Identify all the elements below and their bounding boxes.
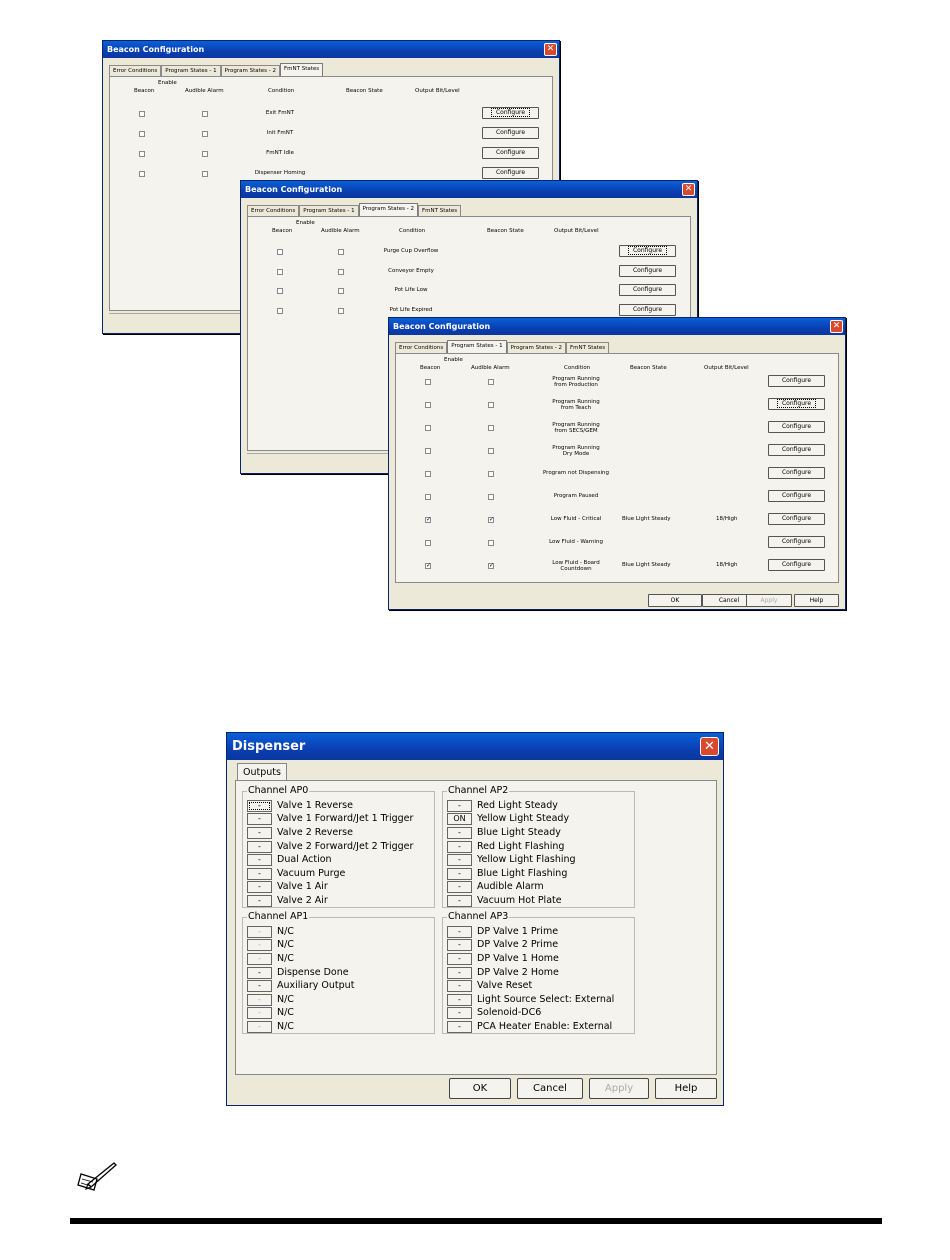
beacon-title: Beacon Configuration <box>107 45 205 54</box>
audible-alarm-checkbox[interactable] <box>338 249 344 255</box>
condition-label: Program Running from SECS/GEM <box>552 422 600 434</box>
output-row <box>247 1020 294 1034</box>
tab-error-conditions[interactable]: Error Conditions <box>395 342 447 353</box>
configure-button[interactable] <box>482 167 539 179</box>
group-title: Channel AP3 <box>448 911 509 922</box>
output-label: N/C <box>277 1007 294 1019</box>
output-row <box>247 881 328 895</box>
output-label: Valve 1 Air <box>277 881 328 893</box>
condition-label: Exit FmNT <box>265 110 295 116</box>
configure-button-label: Configure <box>629 247 666 254</box>
output-row <box>447 939 558 953</box>
beacon-state-value: Blue Light Steady <box>622 516 671 522</box>
beacon-checkbox[interactable] <box>139 111 145 117</box>
beacon-titlebar <box>241 181 697 198</box>
audible-alarm-checkbox[interactable] <box>488 379 494 385</box>
configure-button[interactable] <box>482 147 539 159</box>
configure-button[interactable] <box>768 421 825 433</box>
output-row <box>447 1007 541 1021</box>
output-row <box>447 867 567 881</box>
output-row <box>247 799 353 813</box>
output-toggle-button[interactable]: - <box>247 881 272 893</box>
audible-alarm-checkbox[interactable] <box>202 111 208 117</box>
configure-button[interactable] <box>482 107 539 119</box>
output-label: DP Valve 1 Prime <box>477 925 559 937</box>
output-label: Dispense Done <box>277 966 349 978</box>
audible-alarm-checkbox[interactable] <box>202 151 208 157</box>
header-condition: Condition <box>564 365 591 371</box>
tab-fmnt-states[interactable]: FmNT States <box>280 63 323 76</box>
condition-label: Program Running Dry Mode <box>552 445 600 457</box>
condition-label: Purge Cup Overflow <box>383 248 439 254</box>
output-toggle-button[interactable]: - <box>447 994 472 1006</box>
output-row <box>447 894 562 908</box>
output-row <box>447 925 558 939</box>
output-label: DP Valve 2 Home <box>477 966 559 978</box>
output-row <box>447 966 559 980</box>
header-audible-alarm: Audible Alarm <box>185 88 224 94</box>
output-toggle-button: - <box>247 994 272 1006</box>
configure-button-label: Configure <box>495 169 526 176</box>
output-label: Red Light Flashing <box>477 840 565 852</box>
group-channel-ap3 <box>442 911 635 1034</box>
configure-button[interactable] <box>619 284 676 296</box>
tab-program-states-1[interactable]: Program States - 1 <box>299 205 358 216</box>
close-icon[interactable]: ✕ <box>830 320 843 333</box>
output-row <box>447 826 561 840</box>
configure-button[interactable] <box>482 127 539 139</box>
output-label: Valve 1 Reverse <box>277 799 353 811</box>
beacon-title: Beacon Configuration <box>393 322 491 331</box>
condition-label: Program Paused <box>553 493 599 499</box>
output-toggle-button[interactable]: - <box>247 895 272 907</box>
audible-alarm-checkbox[interactable] <box>338 308 344 314</box>
beacon-checkbox[interactable] <box>425 425 431 431</box>
output-toggle-button[interactable]: - <box>447 881 472 893</box>
configure-button-label: Configure <box>781 469 812 476</box>
page-rule <box>70 1218 882 1224</box>
beacon-checkbox[interactable] <box>277 269 283 275</box>
output-label: N/C <box>277 993 294 1005</box>
tab-fmnt-states[interactable]: FmNT States <box>566 342 609 353</box>
beacon-checkbox[interactable] <box>425 471 431 477</box>
configure-button[interactable] <box>768 444 825 456</box>
header-output-bit-level: Output Bit/Level <box>554 228 599 234</box>
output-row <box>447 840 564 854</box>
beacon-titlebar <box>389 318 845 335</box>
output-toggle-button[interactable]: - <box>447 1021 472 1033</box>
audible-alarm-checkbox[interactable] <box>488 540 494 546</box>
note-pencil-icon <box>74 1160 118 1192</box>
output-row <box>447 799 558 813</box>
output-toggle-button[interactable]: - <box>447 1007 472 1019</box>
header-beacon-state: Beacon State <box>346 88 383 94</box>
output-toggle-button[interactable]: ON <box>447 813 472 825</box>
output-row <box>247 939 294 953</box>
condition-label: Pot Life Expired <box>389 306 433 313</box>
header-enable: Enable <box>296 220 315 226</box>
output-toggle-button[interactable]: - <box>447 827 472 839</box>
configure-button-label: Configure <box>781 561 812 568</box>
configure-button[interactable] <box>768 536 825 548</box>
configure-button-label: Configure <box>632 286 663 293</box>
output-row <box>247 826 353 840</box>
tab-program-states-2[interactable]: Program States - 2 <box>221 65 280 76</box>
output-toggle-button[interactable]: - <box>447 800 472 812</box>
condition-label: Low Fluid - Critical <box>550 516 602 522</box>
output-toggle-button: - <box>247 1021 272 1033</box>
output-row <box>247 925 294 939</box>
header-condition: Condition <box>399 228 426 234</box>
output-toggle-button[interactable]: - <box>447 953 472 965</box>
configure-button[interactable] <box>768 559 825 571</box>
beacon-checkbox[interactable] <box>425 540 431 546</box>
configure-button-label: Configure <box>781 538 812 545</box>
configure-button[interactable] <box>768 467 825 479</box>
output-label: Valve 2 Forward/Jet 2 Trigger <box>277 840 414 852</box>
output-row <box>447 952 559 966</box>
group-title: Channel AP0 <box>248 785 309 796</box>
header-beacon: Beacon <box>134 88 155 94</box>
cancel-button[interactable]: Cancel <box>702 594 756 607</box>
output-row <box>247 993 294 1007</box>
condition-label: Program Running from Production <box>552 376 600 388</box>
group-title: Channel AP1 <box>248 911 309 922</box>
output-label: Yellow Light Steady <box>477 813 570 825</box>
output-toggle-button[interactable]: - <box>247 980 272 992</box>
dispenser-title: Dispenser <box>232 739 306 754</box>
ok-button[interactable]: OK <box>449 1078 511 1099</box>
header-audible-alarm: Audible Alarm <box>321 228 360 234</box>
beacon-checkbox[interactable]: ✓ <box>426 516 432 523</box>
output-row <box>447 813 569 827</box>
tab-program-states-2[interactable]: Program States - 2 <box>507 342 566 353</box>
output-toggle-button: - <box>247 939 272 951</box>
tab-outputs[interactable]: Outputs <box>237 763 287 781</box>
output-label: N/C <box>277 1020 294 1032</box>
dispenser-titlebar <box>227 733 723 760</box>
condition-label: Dispenser Homing <box>254 170 306 176</box>
output-label: Valve 2 Air <box>277 894 328 906</box>
configure-button-label: Configure <box>781 377 812 384</box>
output-row <box>247 813 413 827</box>
output-row <box>447 853 576 867</box>
tab-fmnt-states[interactable]: FmNT States <box>418 205 461 216</box>
beacon-checkbox[interactable] <box>425 379 431 385</box>
output-bit-level-value: 18/High <box>716 562 738 568</box>
beacon-state-value: Blue Light Steady <box>622 562 671 568</box>
output-toggle-button[interactable]: - <box>447 967 472 979</box>
configure-button[interactable] <box>619 304 676 316</box>
configure-button-label: Configure <box>781 492 812 499</box>
output-label: Vacuum Purge <box>277 867 346 879</box>
output-toggle-button[interactable]: - <box>447 868 472 880</box>
configure-button[interactable] <box>768 398 825 410</box>
output-row <box>247 1007 294 1021</box>
output-label: Yellow Light Flashing <box>477 854 576 866</box>
tab-program-states-1[interactable]: Program States - 1 <box>447 340 506 353</box>
group-channel-ap0 <box>242 785 435 908</box>
header-beacon-state: Beacon State <box>487 228 524 234</box>
output-row <box>247 966 349 980</box>
output-row <box>247 840 413 854</box>
beacon-checkbox[interactable]: ✓ <box>426 562 432 569</box>
beacon-checkbox[interactable] <box>425 448 431 454</box>
audible-alarm-checkbox[interactable] <box>488 471 494 477</box>
configure-button-label: Configure <box>781 446 812 453</box>
output-toggle-button[interactable]: - <box>247 841 272 853</box>
output-label: Valve Reset <box>477 980 533 992</box>
help-button[interactable]: Help <box>794 594 839 607</box>
output-toggle-button[interactable]: - <box>447 939 472 951</box>
audible-alarm-checkbox[interactable] <box>202 131 208 137</box>
output-label: Audible Alarm <box>477 881 544 893</box>
tab-error-conditions[interactable]: Error Conditions <box>109 65 161 76</box>
tab-program-states-1[interactable]: Program States - 1 <box>161 65 220 76</box>
beacon-checkbox[interactable] <box>139 151 145 157</box>
header-enable: Enable <box>444 357 463 363</box>
output-label: Auxiliary Output <box>277 980 355 992</box>
header-condition: Condition <box>268 88 295 94</box>
beacon-panel <box>395 353 839 583</box>
configure-button-label: Configure <box>632 305 663 313</box>
header-beacon: Beacon <box>272 228 293 234</box>
group-channel-ap1 <box>242 911 435 1034</box>
condition-label: FmNT Idle <box>266 150 294 156</box>
output-label: Blue Light Steady <box>477 826 561 838</box>
audible-alarm-checkbox[interactable] <box>202 171 208 177</box>
header-enable: Enable <box>158 80 177 86</box>
audible-alarm-checkbox[interactable] <box>338 269 344 275</box>
output-toggle-button[interactable]: - <box>247 868 272 880</box>
output-label: Solenoid-DC6 <box>477 1007 542 1019</box>
output-row <box>247 952 294 966</box>
ok-button[interactable]: OK <box>648 594 702 607</box>
output-row <box>247 894 328 908</box>
output-toggle-button[interactable]: - <box>247 800 272 812</box>
output-label: Blue Light Flashing <box>477 867 568 879</box>
output-toggle-button[interactable]: - <box>247 813 272 825</box>
beacon-checkbox[interactable] <box>277 308 283 314</box>
configure-button[interactable] <box>619 245 676 257</box>
output-row <box>447 979 532 993</box>
audible-alarm-checkbox[interactable]: ✓ <box>489 516 495 523</box>
configure-button-label: Configure <box>632 266 663 274</box>
condition-label: Conveyor Empty <box>388 267 434 274</box>
beacon-checkbox[interactable] <box>139 131 145 137</box>
header-output-bit-level: Output Bit/Level <box>415 88 460 94</box>
output-toggle-button: - <box>247 953 272 965</box>
output-label: N/C <box>277 925 294 937</box>
tab-error-conditions[interactable]: Error Conditions <box>247 205 299 216</box>
group-channel-ap2 <box>442 785 635 908</box>
configure-button[interactable] <box>768 375 825 387</box>
condition-label: Low Fluid - Board Countdown <box>552 560 600 572</box>
output-toggle-button[interactable]: - <box>247 827 272 839</box>
apply-button[interactable]: Apply <box>589 1078 649 1099</box>
output-label: Valve 1 Forward/Jet 1 Trigger <box>277 813 414 825</box>
output-label: Dual Action <box>277 854 332 866</box>
output-label: DP Valve 2 Prime <box>477 939 559 951</box>
beacon-checkbox[interactable] <box>425 402 431 408</box>
tab-program-states-2[interactable]: Program States - 2 <box>359 203 418 216</box>
help-button[interactable]: Help <box>655 1078 717 1099</box>
output-toggle-button[interactable]: - <box>247 854 272 866</box>
output-bit-level-value: 18/High <box>716 516 738 522</box>
beacon-tabs <box>395 340 609 353</box>
beacon-titlebar <box>103 41 559 58</box>
condition-label: Low Fluid - Warning <box>549 539 603 545</box>
group-title: Channel AP2 <box>448 785 509 796</box>
output-toggle-button[interactable]: - <box>447 895 472 907</box>
output-row <box>247 979 354 993</box>
audible-alarm-checkbox[interactable] <box>488 425 494 431</box>
output-label: PCA Heater Enable: External <box>477 1020 613 1032</box>
close-icon[interactable]: ✕ <box>682 183 695 196</box>
cancel-button[interactable]: Cancel <box>517 1078 583 1099</box>
audible-alarm-checkbox[interactable] <box>338 288 344 294</box>
output-toggle-button[interactable]: - <box>447 980 472 992</box>
outputs-panel <box>235 780 717 1075</box>
beacon-tabs <box>247 203 461 216</box>
output-row <box>447 881 544 895</box>
output-label: N/C <box>277 952 294 964</box>
output-row <box>247 853 332 867</box>
output-label: Light Source Select: External <box>477 993 615 1005</box>
header-audible-alarm: Audible Alarm <box>471 365 510 371</box>
output-label: Red Light Steady <box>477 799 558 811</box>
condition-label: Program not Dispensing <box>542 470 610 476</box>
output-row <box>447 993 614 1007</box>
output-label: N/C <box>277 939 294 951</box>
beacon-checkbox[interactable] <box>277 249 283 255</box>
output-toggle-button[interactable]: - <box>447 841 472 853</box>
beacon-config-window <box>388 317 846 610</box>
configure-button-label: Configure <box>781 515 812 522</box>
output-row <box>247 867 345 881</box>
configure-button-label: Configure <box>495 149 526 156</box>
output-toggle-button[interactable]: - <box>447 926 472 938</box>
configure-button[interactable] <box>768 490 825 502</box>
close-icon[interactable]: ✕ <box>544 43 557 56</box>
output-label: Vacuum Hot Plate <box>477 894 562 906</box>
configure-button[interactable] <box>768 513 825 525</box>
output-toggle-button[interactable]: - <box>247 967 272 979</box>
apply-button[interactable]: Apply <box>746 594 792 607</box>
beacon-checkbox[interactable] <box>425 494 431 500</box>
audible-alarm-checkbox[interactable] <box>488 494 494 500</box>
header-beacon: Beacon <box>420 365 441 371</box>
audible-alarm-checkbox[interactable] <box>488 448 494 454</box>
output-toggle-button: - <box>247 926 272 938</box>
audible-alarm-checkbox[interactable] <box>488 402 494 408</box>
beacon-title: Beacon Configuration <box>245 185 343 194</box>
configure-button-label: Configure <box>778 400 815 407</box>
output-label: Valve 2 Reverse <box>277 826 353 838</box>
audible-alarm-checkbox[interactable]: ✓ <box>489 562 495 569</box>
configure-button-label: Configure <box>492 109 529 116</box>
configure-button-label: Configure <box>781 423 812 430</box>
output-label: DP Valve 1 Home <box>477 952 559 964</box>
configure-button[interactable] <box>619 265 676 277</box>
beacon-tabs <box>109 63 323 76</box>
condition-label: Pot Life Low <box>394 287 428 293</box>
output-toggle-button[interactable]: - <box>447 854 472 866</box>
close-icon[interactable]: ✕ <box>700 737 719 756</box>
output-toggle-button: - <box>247 1007 272 1019</box>
configure-button-label: Configure <box>495 129 526 136</box>
beacon-checkbox[interactable] <box>139 171 145 177</box>
condition-label: Program Running from Teach <box>552 399 600 411</box>
beacon-checkbox[interactable] <box>277 288 283 294</box>
header-beacon-state: Beacon State <box>630 365 667 371</box>
condition-label: Init FmNT <box>266 130 294 136</box>
output-row <box>447 1020 612 1034</box>
header-output-bit-level: Output Bit/Level <box>704 365 749 371</box>
dispenser-window <box>226 732 724 1106</box>
